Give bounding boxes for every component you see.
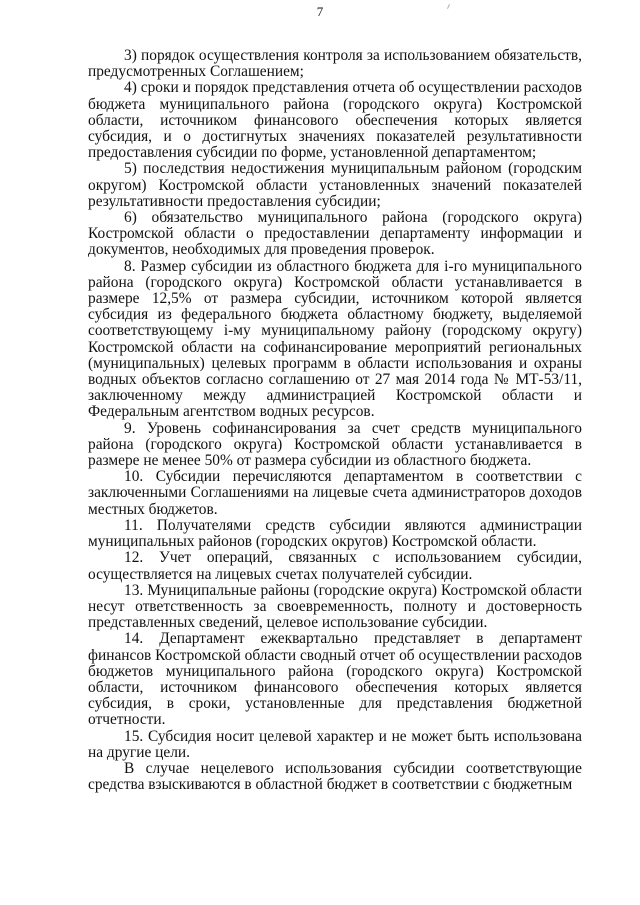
- paragraph-11: 11. Получателями средств субсидии являются администрации муниципальных районов (городских округов) Костромской области.: [88, 516, 582, 551]
- paragraph-misuse: В случае нецелевого использования субсидии соответствующие средства взыскиваются в областной бюджет в соответствии с бюджетным: [88, 759, 582, 794]
- paragraph-14: 14. Департамент ежеквартально представляет в департамент финансов Костромской области сводный отчет об осуществлении расходов бюджетов муниципального района (городского округа) Костромской области, источником финансового обеспечения которых является субсидия, в сроки, установленные для представления бюджетной отчетности.: [88, 630, 582, 729]
- paragraph-item-6: 6) обязательство муниципального района (городского округа) Костромской области о предоставлении департаменту информации и документов, необходимых для проведения проверок.: [88, 209, 582, 259]
- paragraph-item-4: 4) сроки и порядок представления отчета об осуществлении расходов бюджета муниципального района (городского округа) Костромской области, источником финансового обеспечения которых является субсидия, и о достигнутых значениях показателей результативности предоставления субсидии по форме, установленной департаментом;: [88, 79, 582, 162]
- paragraph-13: 13. Муниципальные районы (городские округа) Костромской области несут ответственность за своевременность, полноту и достоверность представленных сведений, целевое использование субсидии.: [88, 581, 582, 632]
- paragraph-8: 8. Размер субсидии из областного бюджета для i-го муниципального района (городского округа) Костромской области устанавливается в размере 12,5% от размера субсидии, источником которой является субсидия из федерального бюджета областному бюджету, выделяемой соответствующему i-му муниципальному району (городскому округу) Костромской области на софинансирование мероприятий региональных (муниципальных) целевых программ в области использования и охраны водных объектов согласно соглашению от 27 мая 2014 года № МТ-53/11, заключенному между администрацией Костромской области и Федеральным агентством водных ресурсов.: [88, 257, 582, 421]
- document-body: [88, 48, 582, 793]
- paragraph-12: 12. Учет операций, связанных с использованием субсидии, осуществляется на лицевых счетах получателей субсидии.: [88, 549, 582, 583]
- paragraph-item-5: 5) последствия недостижения муниципальным районом (городским округом) Костромской области установленных значений показателей результативности предоставления субсидии;: [88, 160, 582, 210]
- page-number: 7: [316, 4, 324, 19]
- paragraph-9: 9. Уровень софинансирования за счет средств муниципального района (городского округа) Костромской области устанавливается в размере не менее 50% от размера субсидии из областного бюджета.: [88, 419, 582, 470]
- paragraph-10: 10. Субсидии перечисляются департаментом в соответствии с заключенными Соглашениями на лицевые счета администраторов доходов местных бюджетов.: [88, 468, 582, 518]
- paragraph-15: 15. Субсидия носит целевой характер и не может быть использована на другие цели.: [88, 727, 582, 761]
- paragraph-item-3: 3) порядок осуществления контроля за использованием обязательств, предусмотренных Соглашением;: [88, 47, 582, 81]
